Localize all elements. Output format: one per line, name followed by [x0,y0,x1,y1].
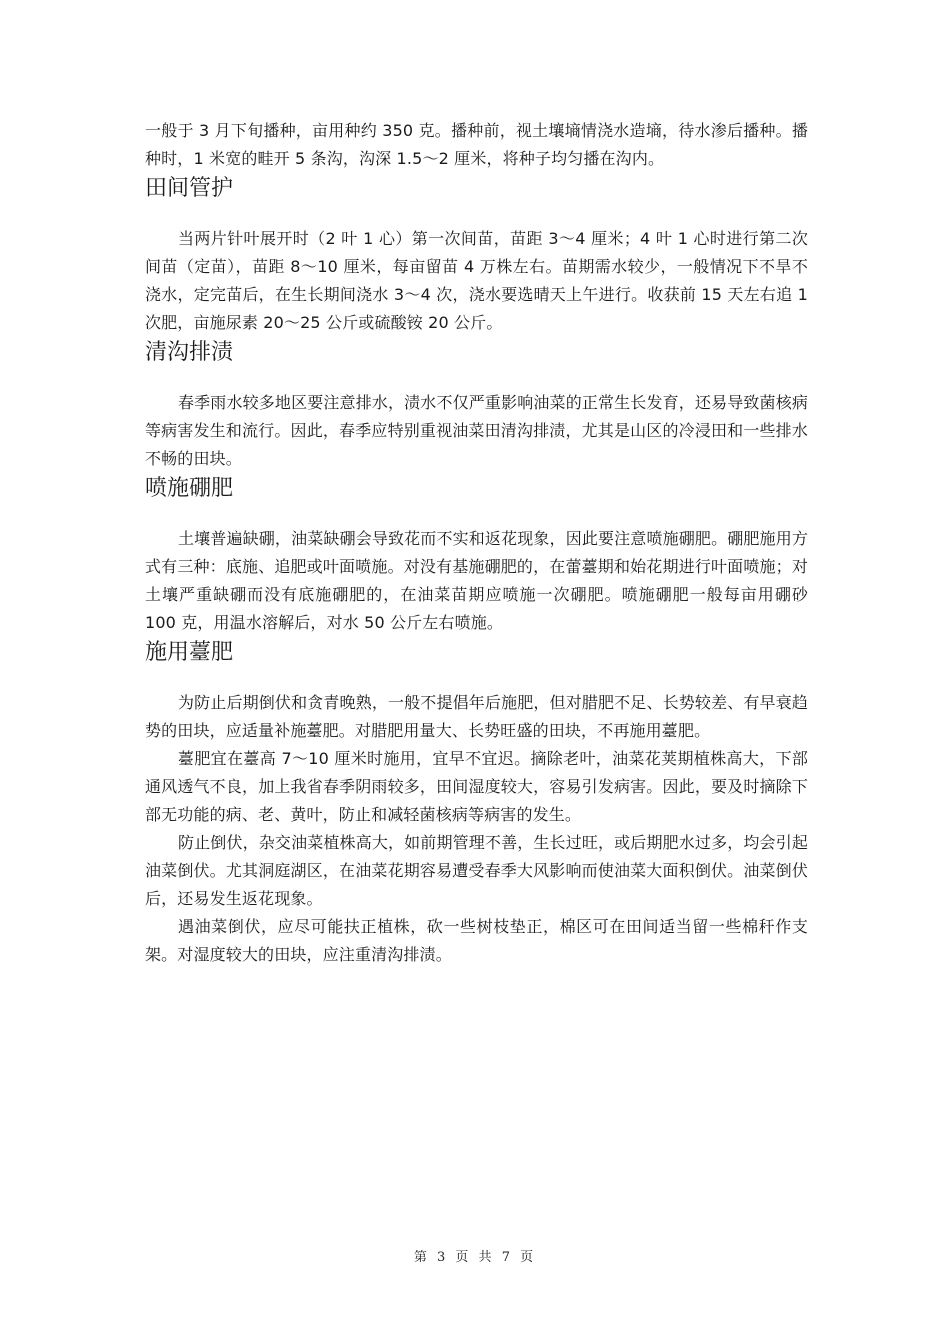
section-heading-drainage: 清沟排渍 [145,340,234,365]
section-heading-field-care: 田间管护 [145,176,234,201]
section-heading-bolting-fertilizer: 施用薹肥 [145,640,234,665]
section-paragraph: 薹肥宜在薹高 7～10 厘米时施用，宜早不宜迟。摘除老叶，油菜花荚期植株高大，下部通风透气不良，加上我省春季阴雨较多，田间湿度较大，容易引发病害。因此，要及时摘除下部无功能的病、老、黄叶，防止和减轻菌核病等病害的发生。 [145,749,808,824]
section-paragraph: 春季雨水较多地区要注意排水，渍水不仅严重影响油菜的正常生长发育，还易导致菌核病等病害发生和流行。因此，春季应特别重视油菜田清沟排渍，尤其是山区的冷浸田和一些排水不畅的田块。 [145,393,808,468]
section-paragraph: 当两片针叶展开时（2 叶 1 心）第一次间苗，苗距 3～4 厘米；4 叶 1 心时进行第二次间苗（定苗），苗距 8～10 厘米，每亩留苗 4 万株左右。苗期需水较少，一般情况下不旱不浇水，定完苗后，在生长期间浇水 3～4 次，浇水要选晴天上午进行。收获前 15 天左右追 1 次肥，亩施尿素 20～25 公斤或硫酸铵 20 公斤。 [145,229,808,332]
page-content [145,117,808,969]
section-paragraph: 遇油菜倒伏，应尽可能扶正植株，砍一些树枝垫正，棉区可在田间适当留一些棉秆作支架。对湿度较大的田块，应注重清沟排渍。 [145,917,808,964]
intro-paragraph: 一般于 3 月下旬播种，亩用种约 350 克。播种前，视土壤墒情浇水造墒，待水渗后播种。播种时，1 米宽的畦开 5 条沟，沟深 1.5～2 厘米，将种子均匀播在沟内。 [145,121,808,168]
section-paragraph: 为防止后期倒伏和贪青晚熟，一般不提倡年后施肥，但对腊肥不足、长势较差、有早衰趋势的田块，应适量补施薹肥。对腊肥用量大、长势旺盛的田块，不再施用薹肥。 [145,693,808,740]
section-heading-boron-fertilizer: 喷施硼肥 [145,476,234,501]
page-footer: 第 3 页 共 7 页 [413,1250,537,1265]
section-paragraph: 土壤普遍缺硼，油菜缺硼会导致花而不实和返花现象，因此要注意喷施硼肥。硼肥施用方式有三种：底施、追肥或叶面喷施。对没有基施硼肥的，在蕾薹期和始花期进行叶面喷施；对土壤严重缺硼而没有底施硼肥的，在油菜苗期应喷施一次硼肥。喷施硼肥一般每亩用硼砂 100 克，用温水溶解后，对水 50 公斤左右喷施。 [145,529,808,632]
section-paragraph: 防止倒伏，杂交油菜植株高大，如前期管理不善，生长过旺，或后期肥水过多，均会引起油菜倒伏。尤其洞庭湖区，在油菜花期容易遭受春季大风影响而使油菜大面积倒伏。油菜倒伏后，还易发生返花现象。 [145,833,808,908]
